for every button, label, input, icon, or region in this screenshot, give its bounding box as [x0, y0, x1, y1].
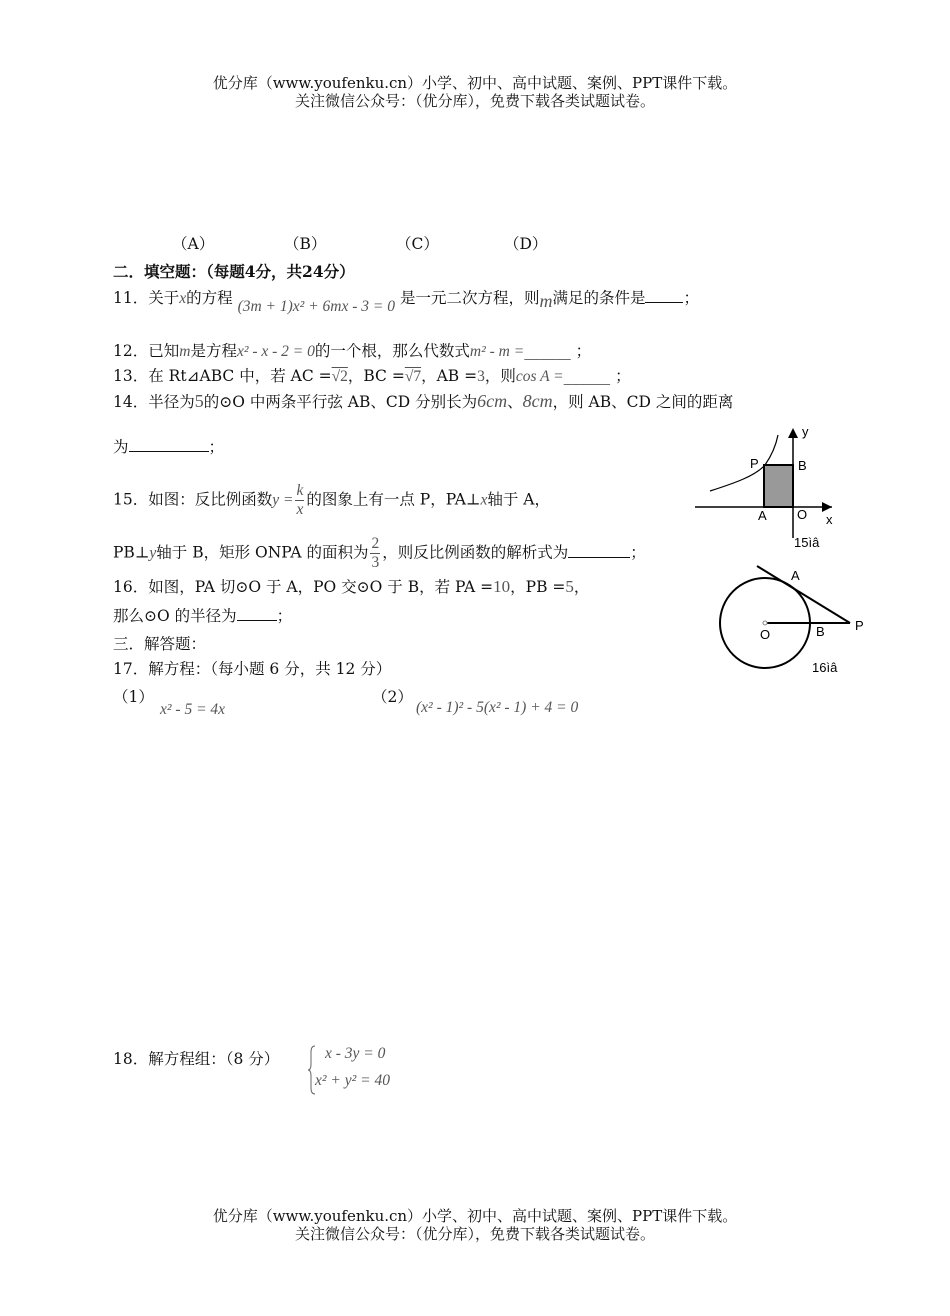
question-16: 16．如图，PA 切⊙O 于 A，PO 交⊙O 于 B，若 PA =10，PB =5，: [113, 577, 590, 596]
label-a: A: [758, 508, 767, 523]
q16-blank: [237, 606, 277, 621]
q11-equation: (3m + 1)x² + 6mx - 3 = 0: [237, 298, 395, 315]
option-a: （A）: [172, 235, 215, 253]
question-12: 12．已知m是方程x² - x - 2 = 0的一个根，那么代数式m² - m =______ ；: [113, 342, 592, 360]
option-d: （D）: [504, 235, 548, 253]
q18-equation-1: x - 3y = 0: [325, 1045, 386, 1062]
question-13: 13．在 Rt⊿ABC 中，若 AC =√2，BC =√7，AB =3，则cos A =______ ；: [113, 367, 631, 385]
question-14-line-2: 为 ；: [113, 438, 225, 456]
footer-line-2: 关注微信公众号：（优分库），免费下载各类试题试卷。: [294, 1225, 655, 1243]
question-15: 15．如图：反比例函数y = $\frac{k}{x}$ 的图象上有一点 P，PA⊥x轴于 A，: [113, 482, 550, 518]
question-17-title: 17．解方程：（每小题 6 分，共 12 分）: [113, 660, 392, 678]
section-3-title: 三．解答题：: [113, 635, 207, 653]
center-point: [763, 621, 767, 625]
label-a: A: [791, 568, 800, 583]
label-b: B: [816, 624, 825, 639]
figure-16: [710, 560, 870, 680]
label-o: O: [760, 627, 771, 642]
label-p: P: [855, 618, 864, 633]
q11-blank: [645, 288, 683, 303]
question-11: 11．关于x的方程 (3m + 1)x² + 6mx - 3 = 0 是一元二次方程，则m满足的条件是 ；: [113, 289, 699, 315]
figure-15: [690, 420, 850, 555]
q18-equation-2: x² + y² = 40: [315, 1072, 390, 1089]
question-18-title: 18．解方程组：（8 分）: [113, 1050, 280, 1068]
q17-equation-1: x² - 5 = 4x: [160, 701, 226, 718]
q15-blank: [568, 543, 630, 558]
figure-15-caption: 15ìâ: [794, 535, 820, 550]
question-14: 14．半径为5的⊙O 中两条平行弦 AB、CD 分别长为6cm、8cm，则 AB、CD 之间的距离: [113, 391, 734, 411]
option-c: （C）: [396, 235, 439, 253]
label-b: B: [798, 458, 807, 473]
q17-part-2-label: （2）: [372, 688, 413, 706]
q17-part-1-label: （1）: [113, 688, 154, 706]
q13-blank: ______: [563, 367, 611, 385]
q12-equation: x² - x - 2 = 0: [236, 343, 315, 360]
q14-blank: [129, 437, 209, 452]
question-16-line-2: 那么⊙O 的半径为 ；: [113, 607, 293, 625]
q17-equation-2: (x² - 1)² - 5(x² - 1) + 4 = 0: [416, 699, 579, 716]
label-x: x: [826, 512, 833, 527]
x-axis-arrow: [822, 502, 832, 512]
footer-line-1: 优分库（www.youfenku.cn）小学、初中、高中试题、案例、PPT课件下载。: [212, 1207, 738, 1225]
label-p: P: [750, 456, 759, 471]
option-b: （B）: [284, 235, 327, 253]
rectangle-onpa: [764, 465, 793, 507]
tangent-pa: [757, 566, 850, 623]
figure-16-caption: 16ìâ: [812, 660, 838, 675]
section-2-title: 二．填空题：（每题4分，共24分）: [113, 262, 355, 281]
header-line-2: 关注微信公众号：（优分库），免费下载各类试题试卷。: [294, 92, 655, 110]
label-o: O: [797, 507, 808, 522]
header-line-1: 优分库（www.youfenku.cn）小学、初中、高中试题、案例、PPT课件下载。: [212, 74, 738, 92]
question-15-line-2: PB⊥y轴于 B，矩形 ONPA 的面积为 $\frac{2}{3}$ ，则反比例函数的解析式为 ；: [113, 535, 646, 571]
label-y: y: [802, 424, 809, 439]
y-axis-arrow: [788, 428, 798, 438]
q12-blank: ______: [524, 342, 571, 360]
